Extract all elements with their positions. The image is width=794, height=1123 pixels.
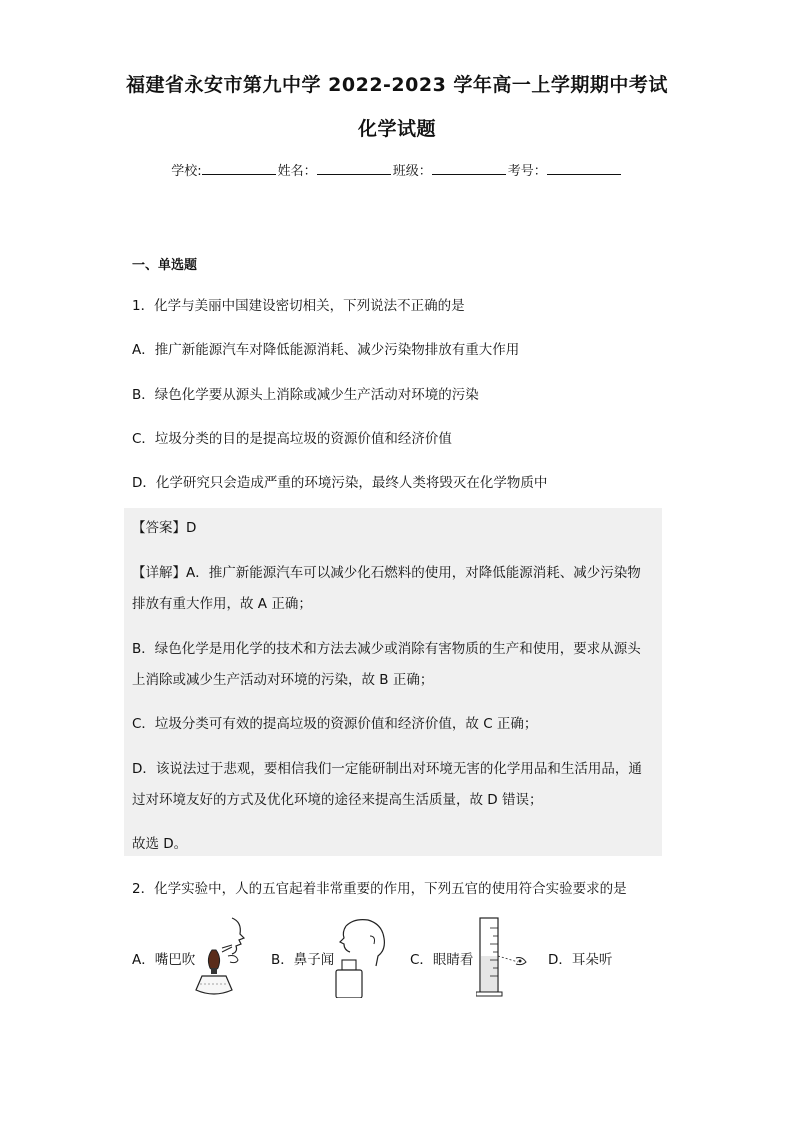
question-1-option-c: C．垃圾分类的目的是提高垃圾的资源价值和经济价值 — [132, 431, 452, 447]
question-1-option-b: B．绿色化学要从源头上消除或减少生产活动对环境的污染 — [132, 387, 479, 403]
student-info-row — [0, 160, 794, 179]
name-field[interactable] — [317, 160, 391, 175]
question-2-option-b: B．鼻子闻 — [271, 952, 335, 968]
class-field[interactable] — [432, 160, 506, 175]
blowing-alcohol-lamp-icon — [192, 914, 254, 1002]
question-2-option-c: C．眼睛看 — [410, 952, 474, 968]
explanation-line: 故选 D。 — [132, 836, 188, 852]
graduated-cylinder-reading-icon — [476, 916, 532, 1002]
class-label: 班级： — [392, 164, 432, 179]
question-1-stem: 1．化学与美丽中国建设密切相关，下列说法不正确的是 — [132, 298, 465, 314]
exam-title: 福建省永安市第九中学 2022-2023 学年高一上学期期中考试 — [126, 74, 668, 96]
question-1-answer: 【答案】D — [132, 520, 197, 536]
school-field[interactable] — [202, 160, 276, 175]
explanation-line: B．绿色化学是用化学的技术和方法去减少或消除有害物质的生产和使用，要求从源头 — [132, 641, 641, 657]
exam-no-label: 考号： — [507, 164, 547, 179]
question-2-stem: 2．化学实验中，人的五官起着非常重要的作用，下列五官的使用符合实验要求的是 — [132, 881, 627, 897]
explanation-line: D．该说法过于悲观，要相信我们一定能研制出对环境无害的化学用品和生活用品，通 — [132, 761, 642, 777]
question-2-option-d: D．耳朵听 — [548, 952, 613, 968]
smelling-bottle-icon — [332, 916, 392, 1002]
explanation-line: 排放有重大作用，故 A 正确； — [132, 596, 312, 612]
name-label: 姓名： — [277, 164, 317, 179]
school-label: 学校: — [171, 164, 202, 179]
explanation-line: 【详解】A．推广新能源汽车可以减少化石燃料的使用，对降低能源消耗、减少污染物 — [132, 565, 641, 581]
exam-subtitle: 化学试题 — [357, 118, 436, 140]
question-2-option-a: A．嘴巴吹 — [132, 952, 196, 968]
question-2-options — [0, 910, 794, 1000]
question-1-option-a: A．推广新能源汽车对降低能源消耗、减少污染物排放有重大作用 — [132, 342, 520, 358]
question-1-option-d: D．化学研究只会造成严重的环境污染，最终人类将毁灭在化学物质中 — [132, 475, 548, 491]
explanation-line: 上消除或减少生产活动对环境的污染，故 B 正确； — [132, 672, 434, 688]
explanation-line: 过对环境友好的方式及优化环境的途径来提高生活质量，故 D 错误； — [132, 792, 543, 808]
explanation-line: C．垃圾分类可有效的提高垃圾的资源价值和经济价值，故 C 正确； — [132, 716, 538, 732]
exam-no-field[interactable] — [547, 160, 621, 175]
section-heading: 一、单选题 — [132, 258, 198, 273]
